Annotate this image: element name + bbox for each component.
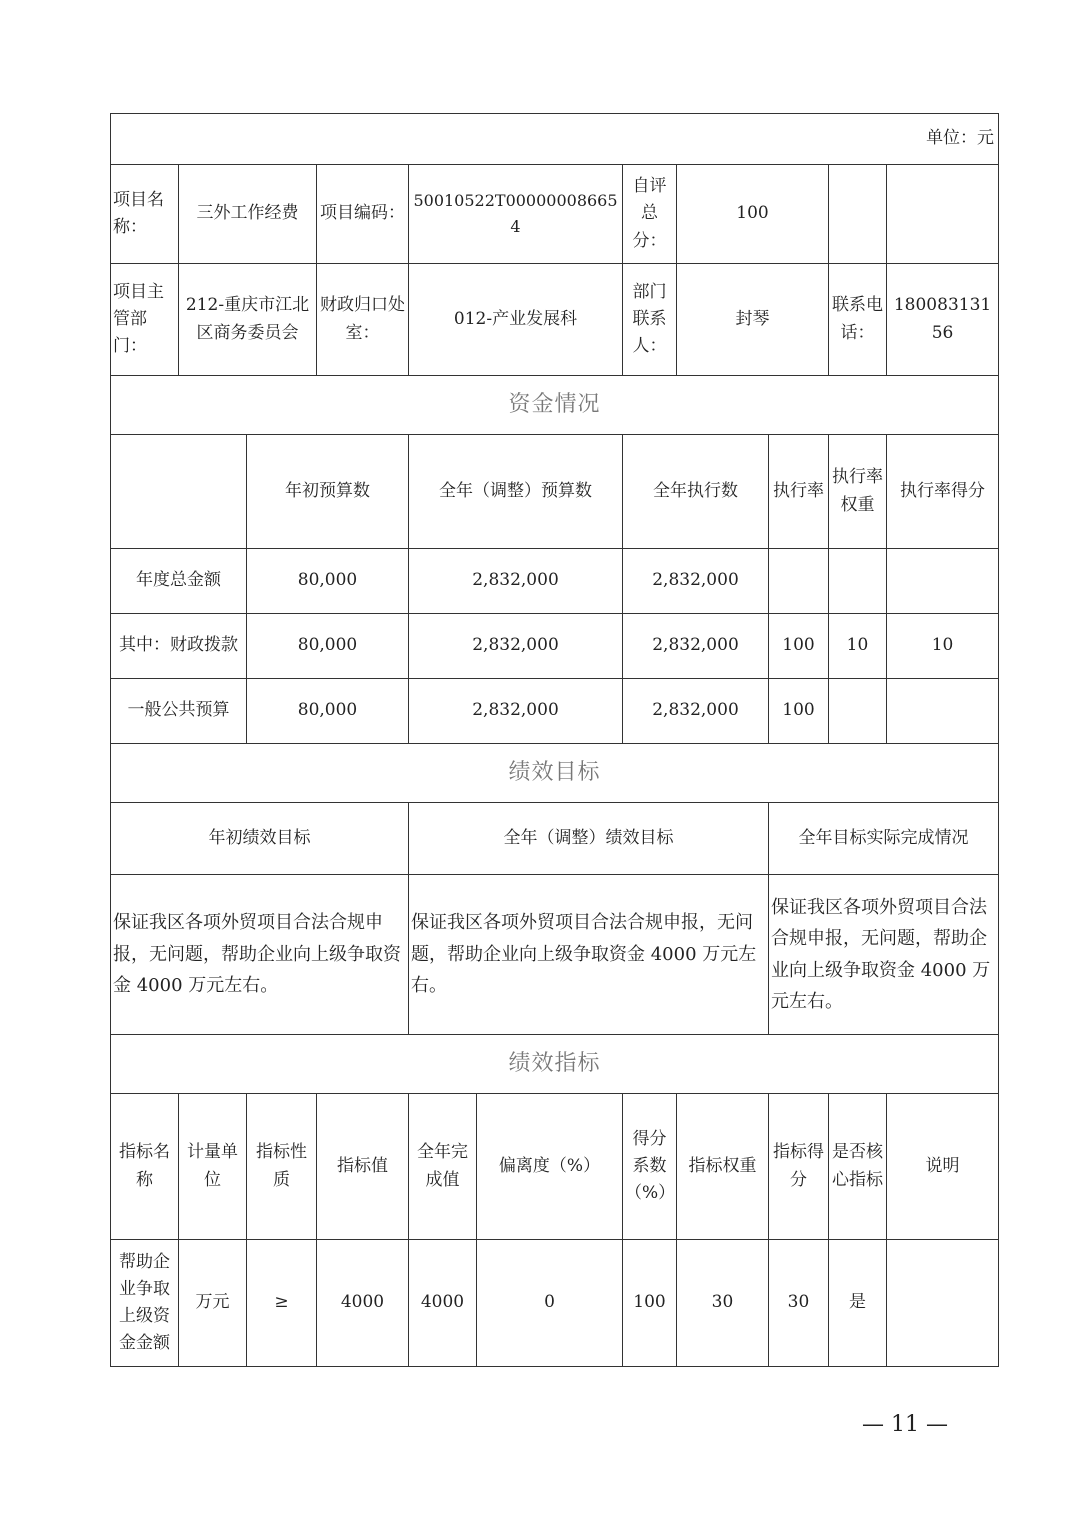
ind-nature: ≥ [247, 1240, 317, 1367]
table-row [111, 614, 999, 679]
project-name-label: 项目名称： [111, 165, 179, 264]
ind-weight: 30 [677, 1240, 769, 1367]
project-name-value: 三外工作经费 [179, 165, 317, 264]
ind-header-deviation: 偏离度（%） [477, 1094, 623, 1240]
funds-row-score: 10 [887, 614, 999, 679]
ind-score: 30 [769, 1240, 829, 1367]
ind-deviation: 0 [477, 1240, 623, 1367]
page-number: — 11 — [862, 1412, 948, 1437]
phone-label: 联系电话： [829, 264, 887, 376]
ind-target: 4000 [317, 1240, 409, 1367]
contact-label: 部门联系人： [623, 264, 677, 376]
funds-row-executed: 2,832,000 [623, 614, 769, 679]
project-code-value: 50010522T000000086654 [409, 165, 623, 264]
funds-row-weight [829, 549, 887, 614]
funds-row-adjusted: 2,832,000 [409, 549, 623, 614]
unit-label: 单位：元 [111, 114, 999, 165]
funds-row-initial: 80,000 [247, 549, 409, 614]
goals-actual-text: 保证我区各项外贸项目合法合规申报，无问题，帮助企业向上级争取资金 4000 万元左右。 [769, 875, 999, 1035]
goals-initial-text: 保证我区各项外贸项目合法合规申报，无问题，帮助企业向上级争取资金 4000 万元左右。 [111, 875, 409, 1035]
indicators-section-title: 绩效指标 [111, 1035, 999, 1094]
funds-row-label: 一般公共预算 [111, 679, 247, 744]
funds-row-adjusted: 2,832,000 [409, 679, 623, 744]
funds-header-rate: 执行率 [769, 435, 829, 549]
funds-row-weight [829, 679, 887, 744]
funds-row-executed: 2,832,000 [623, 679, 769, 744]
finance-office-value: 012-产业发展科 [409, 264, 623, 376]
performance-evaluation-table [110, 113, 999, 1367]
funds-row-adjusted: 2,832,000 [409, 614, 623, 679]
dept-label: 项目主管部门： [111, 264, 179, 376]
funds-row-label: 年度总金额 [111, 549, 247, 614]
ind-header-nature: 指标性质 [247, 1094, 317, 1240]
ind-actual: 4000 [409, 1240, 477, 1367]
funds-header-weight: 执行率权重 [829, 435, 887, 549]
funds-row-rate: 100 [769, 614, 829, 679]
phone-value: 18008313156 [887, 264, 999, 376]
table-row [111, 1240, 999, 1367]
funds-header-initial: 年初预算数 [247, 435, 409, 549]
table-row [111, 679, 999, 744]
ind-header-weight: 指标权重 [677, 1094, 769, 1240]
empty-cell [829, 165, 887, 264]
ind-note [887, 1240, 999, 1367]
empty-cell [887, 165, 999, 264]
self-score-value: 100 [677, 165, 829, 264]
goals-header-actual: 全年目标实际完成情况 [769, 803, 999, 875]
goals-header-initial: 年初绩效目标 [111, 803, 409, 875]
funds-row-initial: 80,000 [247, 614, 409, 679]
ind-header-score: 指标得分 [769, 1094, 829, 1240]
ind-header-name: 指标名称 [111, 1094, 179, 1240]
finance-office-label: 财政归口处室： [317, 264, 409, 376]
funds-header-blank [111, 435, 247, 549]
ind-header-note: 说明 [887, 1094, 999, 1240]
goals-section-title: 绩效目标 [111, 744, 999, 803]
ind-header-target: 指标值 [317, 1094, 409, 1240]
ind-unit: 万元 [179, 1240, 247, 1367]
funds-row-score [887, 549, 999, 614]
funds-header-adjusted: 全年（调整）预算数 [409, 435, 623, 549]
ind-coefficient: 100 [623, 1240, 677, 1367]
funds-row-weight: 10 [829, 614, 887, 679]
ind-core: 是 [829, 1240, 887, 1367]
ind-header-unit: 计量单位 [179, 1094, 247, 1240]
dept-value: 212-重庆市江北区商务委员会 [179, 264, 317, 376]
funds-section-title: 资金情况 [111, 376, 999, 435]
contact-value: 封琴 [677, 264, 829, 376]
goals-header-adjusted: 全年（调整）绩效目标 [409, 803, 769, 875]
self-score-label: 自评总分： [623, 165, 677, 264]
ind-header-coefficient: 得分系数（%） [623, 1094, 677, 1240]
funds-row-label: 其中：财政拨款 [111, 614, 247, 679]
goals-adjusted-text: 保证我区各项外贸项目合法合规申报，无问题，帮助企业向上级争取资金 4000 万元左右。 [409, 875, 769, 1035]
funds-row-initial: 80,000 [247, 679, 409, 744]
project-code-label: 项目编码： [317, 165, 409, 264]
funds-row-rate: 100 [769, 679, 829, 744]
funds-row-executed: 2,832,000 [623, 549, 769, 614]
table-row [111, 549, 999, 614]
ind-header-core: 是否核心指标 [829, 1094, 887, 1240]
funds-header-executed: 全年执行数 [623, 435, 769, 549]
funds-row-score [887, 679, 999, 744]
funds-row-rate [769, 549, 829, 614]
ind-name: 帮助企业争取上级资金金额 [111, 1240, 179, 1367]
ind-header-actual: 全年完成值 [409, 1094, 477, 1240]
funds-header-score: 执行率得分 [887, 435, 999, 549]
